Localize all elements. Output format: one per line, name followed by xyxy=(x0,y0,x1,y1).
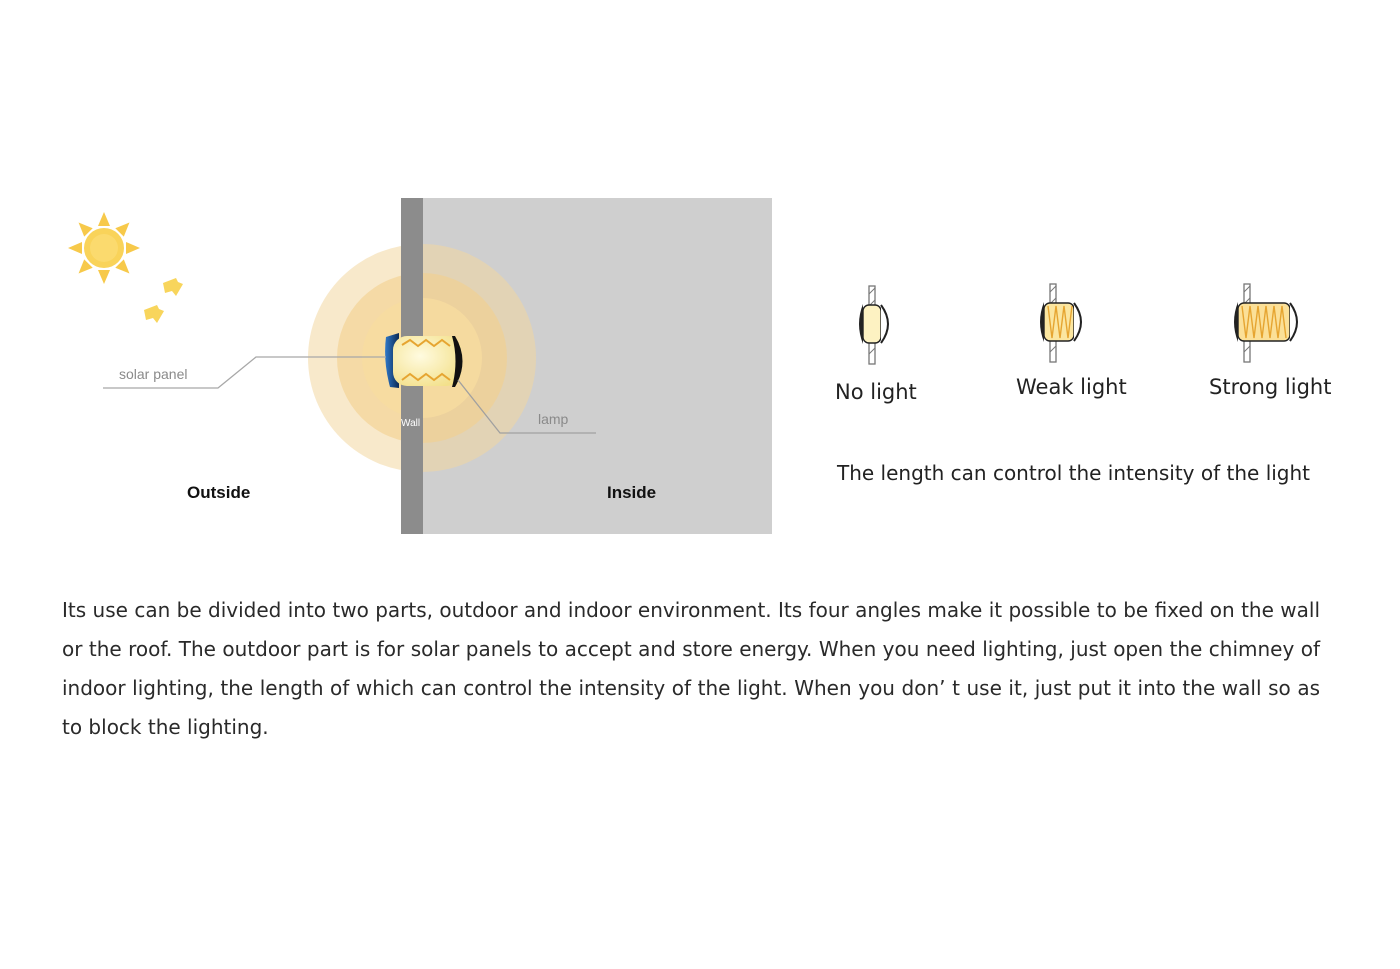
state-strong-light-label: Strong light xyxy=(1209,375,1332,399)
intensity-caption: The length can control the intensity of the light xyxy=(837,461,1311,485)
state-no-light-illustration xyxy=(859,286,888,364)
state-strong-light-illustration xyxy=(1234,284,1297,362)
state-weak-light-label: Weak light xyxy=(1016,375,1127,399)
inside-label: Inside xyxy=(607,483,657,502)
solar-panel-label: solar panel xyxy=(119,366,188,382)
lamp-icon xyxy=(385,333,462,388)
state-weak-light-illustration xyxy=(1040,284,1081,362)
wall-label: Wall xyxy=(401,418,421,429)
outside-label: Outside xyxy=(187,483,251,502)
arrow-icon xyxy=(144,278,183,323)
state-no-light-label: No light xyxy=(835,380,917,404)
description-paragraph: Its use can be divided into two parts, outdoor and indoor environment. Its four angles make it possible to be fixed on the wall or the roof. The outdoor part is for solar panels to accept and store energy. When you need lighting, just open the chimney of indoor lighting, the length of which can control the intensity of the light. When you don’ t use it, just put it into the wall so as to block the lighting. xyxy=(62,598,1320,739)
lamp-label: lamp xyxy=(538,411,569,427)
sun-icon xyxy=(68,212,140,284)
